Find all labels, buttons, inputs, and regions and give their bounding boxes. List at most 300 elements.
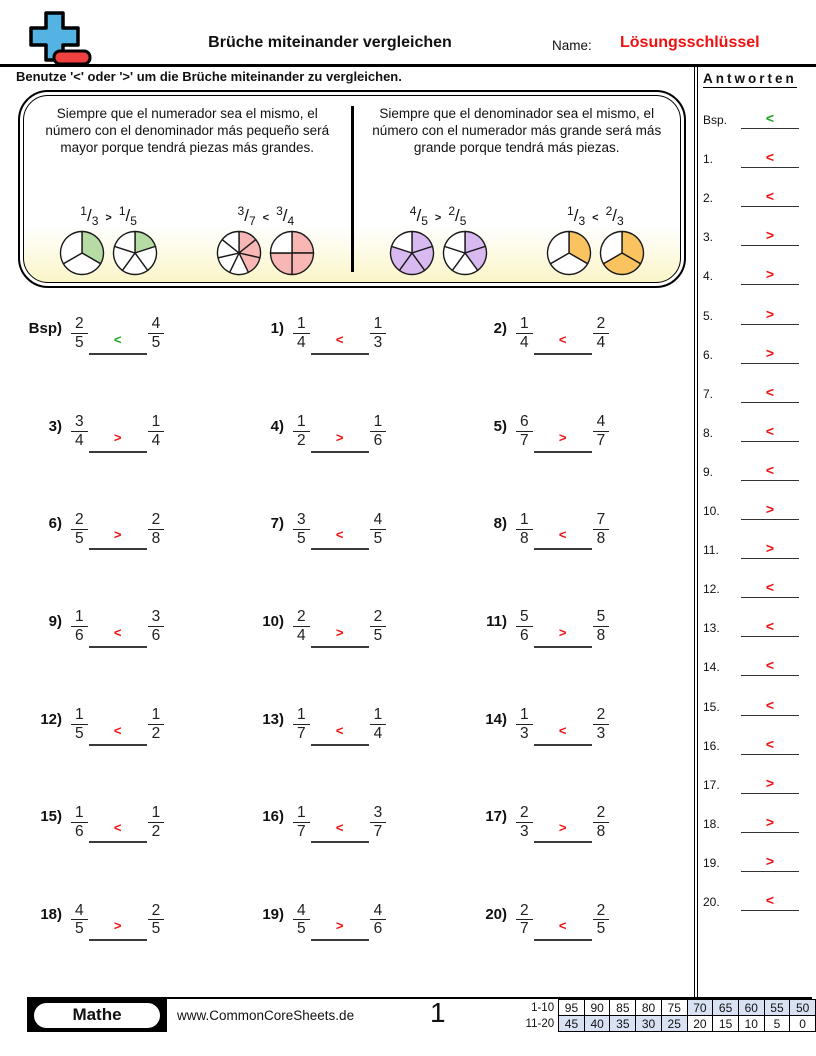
answer-row-11 [703,520,813,559]
denominator: 7 [520,920,529,938]
numerator: 1 [516,706,533,725]
problem-5 [461,396,684,453]
fraction-left [293,706,310,743]
fraction-left [516,608,533,645]
comparison-operator: < [592,212,599,224]
fraction-right [593,804,610,841]
answer-row-4 [703,246,813,285]
answer-row-20 [703,872,813,911]
numerator: 2 [516,804,533,823]
answer-symbol: < [113,722,122,738]
numerator: 1 [516,511,533,530]
answer-symbol: > [765,266,775,283]
answer-line[interactable] [741,450,799,481]
fraction-pie-chart [546,230,592,276]
answer-blank[interactable] [89,604,147,648]
score-row [522,1016,816,1032]
example-comparison [59,206,158,276]
numerator: 2 [370,608,387,627]
answer-row-7 [703,364,813,403]
answer-line[interactable] [741,685,799,716]
fraction-left [71,511,88,548]
answer-blank[interactable] [534,702,592,746]
answer-row-15 [703,676,813,715]
slash-fraction: 3/4 [276,204,295,228]
denominator: 5 [297,920,306,938]
answer-symbol: < [765,735,775,752]
fraction-pie-chart [216,230,262,276]
answer-symbol: < [765,579,775,596]
numerator: 2 [148,511,165,530]
score-cell: 5 [764,1016,790,1032]
denominator: 7 [373,822,383,840]
example-comparison [546,206,645,276]
answer-blank[interactable] [534,897,592,941]
denominator: 2 [151,724,161,742]
fraction-pie-chart [269,230,315,276]
problem-11 [461,591,684,648]
denominator: 5 [75,334,84,352]
answer-row-17 [703,755,813,794]
fraction-left [71,804,88,841]
answer-symbol: > [335,429,344,445]
denominator: 7 [596,431,606,449]
problem-15 [16,786,238,843]
numerator: 1 [71,706,88,725]
score-cell: 0 [790,1016,816,1032]
answer-row-19 [703,833,813,872]
slash-fraction: 3/7 [237,204,256,228]
fraction-left [516,315,533,352]
answer-symbol: < [765,461,775,478]
answer-number: 7. [703,386,714,401]
problem-12 [16,689,238,746]
numerator: 1 [71,608,88,627]
example-expression [238,206,295,226]
denominator: 3 [373,334,383,352]
directions-text: Benutze '<' oder '>' um die Brüche miteinander zu vergleichen. [16,69,402,84]
numerator: 1 [293,706,310,725]
denominator: 7 [520,431,529,449]
slash-fraction: 4/5 [409,204,428,228]
answer-blank[interactable] [89,897,147,941]
answer-number: 2. [703,191,714,206]
denominator: 6 [373,920,383,938]
numerator: 3 [370,804,387,823]
fraction-left [71,608,88,645]
problem-20 [461,884,684,941]
numerator: 1 [293,315,310,334]
problem-14 [461,689,684,746]
example-pies [389,230,488,276]
denominator: 8 [151,529,161,547]
denominator: 5 [373,529,383,547]
answer-blank[interactable] [311,702,369,746]
name-label: Name: [552,38,592,53]
denominator: 5 [75,724,84,742]
numerator: 4 [293,902,310,921]
numerator: 3 [293,511,310,530]
problem-1 [238,298,461,355]
answer-blank[interactable] [534,506,592,550]
fraction-pie-chart [442,230,488,276]
numerator: 7 [593,511,610,530]
answer-row-6 [703,325,813,364]
problem-number: Bsp) [28,320,62,337]
answer-line[interactable] [741,724,799,755]
fraction-pie-chart [389,230,435,276]
answer-number: 15. [703,699,720,714]
instruction-left-half [24,96,351,282]
answer-row-9 [703,442,813,481]
answers-column [703,70,813,911]
score-cell: 95 [559,1000,585,1016]
fraction-right [370,413,387,450]
answer-line[interactable] [741,372,799,403]
problem-number: 8) [493,515,507,533]
answer-symbol: > [765,813,775,830]
fraction-right [370,804,387,841]
fraction-left [293,804,310,841]
denominator: 6 [520,627,529,645]
answer-row-1 [703,129,813,168]
numerator: 4 [71,902,88,921]
answer-line[interactable] [741,880,799,911]
score-row [522,1000,816,1016]
score-cell: 80 [636,1000,662,1016]
denominator: 8 [596,529,606,547]
fraction-pie-chart [112,230,158,276]
fraction-left [71,706,88,743]
answer-row-Bsp [703,90,813,129]
answer-symbol: < [558,332,567,347]
answer-symbol: > [113,429,122,445]
problem-19 [238,884,461,941]
fraction-right [148,315,165,352]
answer-line[interactable] [741,528,799,559]
numerator: 1 [293,413,310,432]
answer-symbol: < [765,149,775,166]
answer-blank[interactable] [311,409,369,453]
subject-label: Mathe [33,1002,161,1029]
score-cell: 45 [559,1016,585,1032]
answer-line[interactable] [741,333,799,364]
score-cell: 85 [610,1000,636,1016]
numerator: 1 [148,804,165,823]
numerator: 1 [370,413,387,432]
answers-title: Antworten [703,71,797,86]
numerator: 4 [370,511,387,530]
answer-blank[interactable] [311,311,369,355]
answer-blank[interactable] [311,604,369,648]
answer-number: 13. [703,621,720,636]
denominator: 6 [75,627,84,645]
problem-number: 16) [262,808,284,826]
answer-key-label: Lösungsschlüssel [620,34,760,51]
answer-symbol: < [765,696,775,713]
fraction-right [593,511,610,548]
problem-number: 2) [493,320,507,337]
answer-blank[interactable] [311,506,369,550]
answer-symbol: > [558,625,567,641]
answer-number: 17. [703,777,720,792]
website-link[interactable]: www.CommonCoreSheets.de [177,1008,355,1023]
problem-16 [238,786,461,843]
denominator: 4 [297,627,306,645]
example-pies [546,230,645,276]
numerator: 2 [593,706,610,725]
answer-line[interactable] [741,254,799,285]
denominator: 8 [596,627,606,645]
answer-line[interactable] [741,763,799,794]
numerator: 1 [293,804,310,823]
slash-fraction: 1/5 [118,204,137,228]
answer-blank[interactable] [89,702,147,746]
answer-line[interactable] [741,567,799,598]
answer-blank[interactable] [89,506,147,550]
answer-symbol: < [335,332,344,347]
problem-4 [238,396,461,453]
problem-number: 9) [48,613,62,631]
denominator: 4 [596,334,606,352]
denominator: 5 [373,627,383,645]
fraction-left [516,902,533,939]
problem-number: 11) [486,613,507,631]
slash-fraction: 2/3 [605,204,624,228]
problem-6 [16,493,238,550]
problem-number: 6) [48,515,62,533]
answer-symbol: < [765,422,775,439]
answer-row-18 [703,794,813,833]
answer-line[interactable] [741,489,799,520]
answers-separator [694,67,698,997]
answer-blank[interactable] [534,799,592,843]
numerator: 4 [148,315,165,334]
answer-blank[interactable] [311,799,369,843]
problem-number: 7) [270,515,284,533]
denominator: 5 [151,334,161,352]
score-cell: 50 [790,1000,816,1016]
answer-symbol: > [765,344,775,361]
problem-number: 14) [485,710,507,728]
score-cell: 60 [738,1000,764,1016]
score-cell: 15 [713,1016,739,1032]
answer-line[interactable] [741,176,799,207]
answer-row-13 [703,598,813,637]
numerator: 3 [148,608,165,627]
answer-line[interactable] [741,645,799,676]
answer-row-16 [703,716,813,755]
answer-symbol: < [765,383,775,400]
problem-number: 18) [40,906,62,924]
answer-line[interactable] [741,841,799,872]
answer-row-8 [703,403,813,442]
problem-17 [461,786,684,843]
answer-blank[interactable] [89,409,147,453]
answer-number: 20. [703,894,720,909]
denominator: 3 [520,822,529,840]
answer-line[interactable] [741,411,799,442]
fraction-right [148,804,165,841]
example-comparison [216,206,315,276]
answer-symbol: < [765,110,775,127]
answer-line[interactable] [741,802,799,833]
instruction-box [18,90,686,288]
problem-10 [238,591,461,648]
fraction-left [293,902,310,939]
answer-number: 9. [703,464,714,479]
answer-number: 1. [703,152,714,167]
comparison-operator: < [262,212,270,224]
problem-8 [461,493,684,550]
answer-blank[interactable] [89,799,147,843]
answer-blank[interactable] [534,311,592,355]
answer-line[interactable] [741,606,799,637]
subject-badge [27,998,167,1032]
answer-line[interactable] [741,98,799,129]
denominator: 6 [373,431,383,449]
problem-Bsp [16,298,238,355]
denominator: 5 [75,529,84,547]
answer-symbol: > [113,527,122,543]
numerator: 6 [516,413,533,432]
examples-right [360,206,675,278]
problem-number: 15) [40,808,62,826]
problem-7 [238,493,461,550]
answer-symbol: < [113,625,122,641]
example-expression [567,206,624,226]
plus-minus-logo-icon [16,8,98,66]
fraction-right [593,315,610,352]
problem-number: 20) [485,906,507,924]
answer-line[interactable] [741,294,799,325]
denominator: 4 [373,724,383,742]
score-cell: 35 [610,1016,636,1032]
answer-number: 5. [703,308,714,323]
problem-number: 4) [270,417,284,435]
answer-number: 8. [703,425,714,440]
problem-9 [16,591,238,648]
fraction-right [370,902,387,939]
fraction-right [593,608,610,645]
score-cell: 40 [584,1016,610,1032]
fraction-left [71,902,88,939]
slash-fraction: 1/3 [80,204,99,228]
answer-blank[interactable] [311,897,369,941]
problem-3 [16,396,238,453]
fraction-right [593,706,610,743]
denominator: 2 [297,431,306,449]
problem-number: 19) [262,906,284,924]
answer-symbol: > [335,918,344,934]
numerator: 2 [593,315,610,334]
numerator: 5 [516,608,533,627]
fraction-left [71,413,88,450]
answer-row-5 [703,285,813,324]
denominator: 3 [520,724,529,742]
numerator: 1 [516,315,533,334]
numerator: 1 [370,706,387,725]
answer-number: 18. [703,816,720,831]
score-cell: 10 [738,1016,764,1032]
example-expression [410,206,467,226]
answer-row-3 [703,207,813,246]
examples-left [30,206,345,278]
answer-number: 11. [703,543,719,558]
fraction-left [71,315,88,352]
page-number: 1 [430,997,446,1028]
score-cell: 55 [764,1000,790,1016]
denominator: 6 [151,627,161,645]
answer-number: 12. [703,582,720,597]
score-cell: 65 [713,1000,739,1016]
fraction-left [293,315,310,352]
denominator: 4 [75,431,84,449]
answer-line[interactable] [741,215,799,246]
numerator: 2 [293,608,310,627]
commoncoresheets-logo [16,8,98,71]
answer-symbol: < [335,527,344,543]
answer-symbol: < [113,820,122,836]
answer-key-list [703,90,813,911]
answer-line[interactable] [741,137,799,168]
answer-symbol: > [765,540,775,557]
denominator: 5 [297,529,306,547]
denominator: 4 [520,334,529,352]
fraction-left [516,804,533,841]
problem-2 [461,298,684,355]
answer-number: 19. [703,855,720,870]
numerator: 2 [148,902,165,921]
answer-number: 16. [703,738,720,753]
problems-grid [16,298,684,982]
answer-row-14 [703,637,813,676]
numerator: 2 [516,902,533,921]
answer-blank[interactable] [534,409,592,453]
numerator: 1 [370,315,387,334]
numerator: 1 [148,413,165,432]
example-pies [59,230,158,276]
denominator: 5 [75,920,84,938]
score-cell: 25 [661,1016,687,1032]
answer-symbol: > [558,429,567,445]
problem-number: 10) [262,613,284,631]
denominator: 6 [75,822,84,840]
answer-number: 6. [703,347,714,362]
instruction-right-half [354,96,681,282]
answer-blank[interactable] [89,311,147,355]
answer-symbol: < [113,332,122,347]
answer-blank[interactable] [534,604,592,648]
answer-symbol: < [335,820,344,836]
denominator: 5 [596,920,606,938]
numerator: 3 [71,413,88,432]
problem-number: 17) [485,808,507,826]
denominator: 4 [151,431,161,449]
answer-number: 4. [703,269,714,284]
problem-number: 5) [493,417,507,435]
answer-symbol: < [558,527,567,543]
numerator: 4 [593,413,610,432]
numerator: 1 [148,706,165,725]
score-range-label: 11-20 [525,1017,555,1030]
example-expression [80,206,137,226]
answer-symbol: > [765,227,775,244]
answer-symbol: > [765,852,775,869]
numerator: 4 [370,902,387,921]
answer-number: 10. [703,504,720,519]
answer-symbol: < [765,891,775,908]
